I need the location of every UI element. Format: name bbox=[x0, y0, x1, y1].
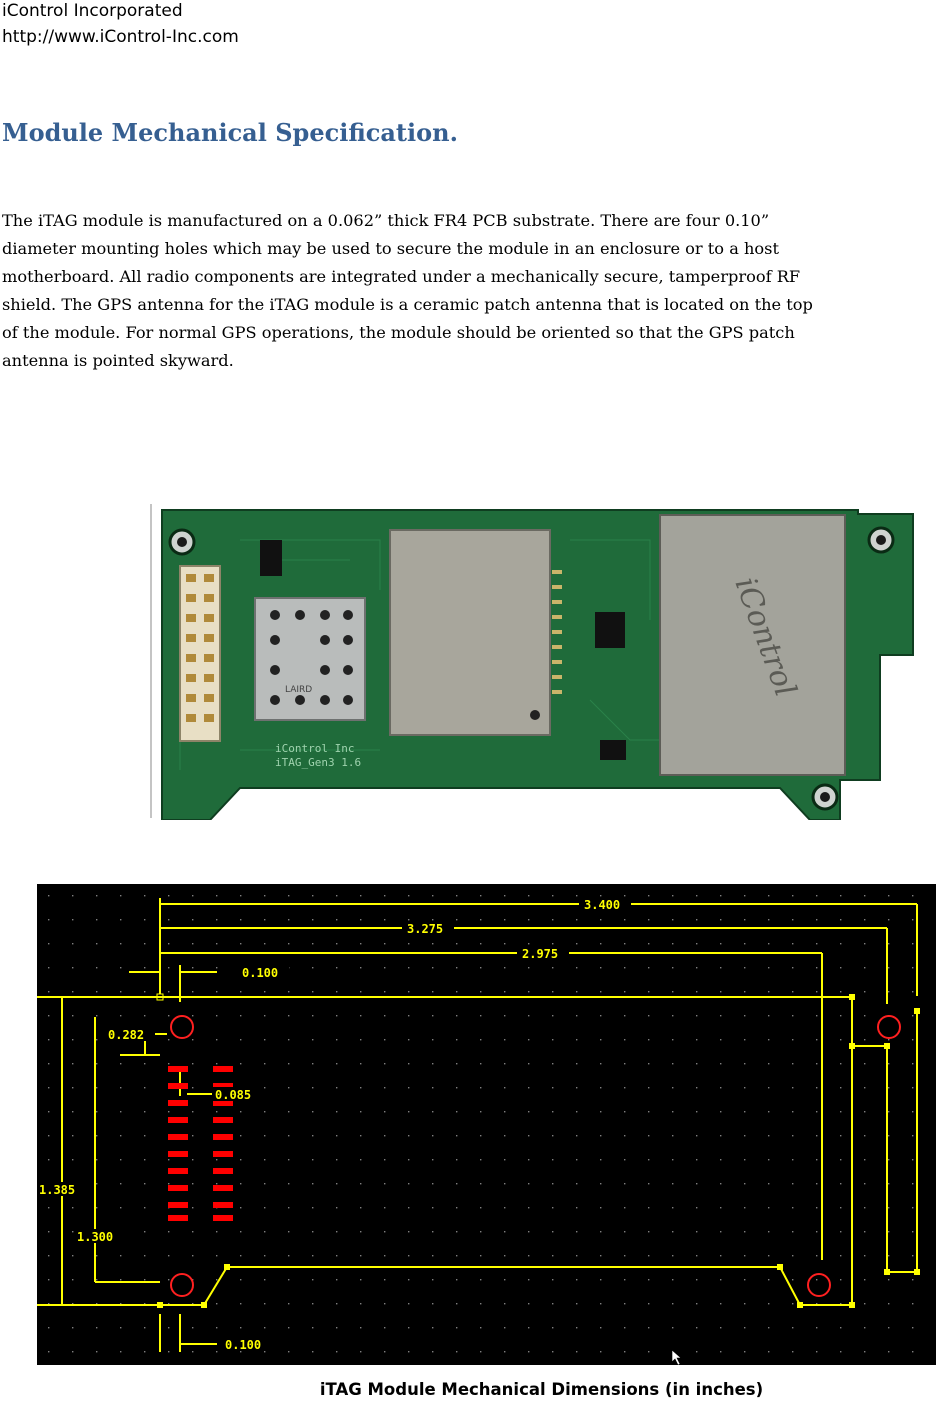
dim-hole-offset-top: 0.100 bbox=[242, 966, 279, 980]
silkscreen-line-1: iControl Inc bbox=[275, 742, 355, 755]
silkscreen-line-2: iTAG_Gen3 1.6 bbox=[275, 756, 362, 769]
dim-header-offset: 0.282 bbox=[108, 1028, 145, 1042]
dim-board-length: 2.975 bbox=[522, 947, 559, 961]
body-line: The iTAG module is manufactured on a 0.062” thick FR4 PCB substrate. There are four 0.10” bbox=[2, 211, 770, 230]
dim-hole-span-length: 3.275 bbox=[407, 922, 444, 936]
header-company: iControl Incorporated bbox=[2, 1, 183, 21]
body-line: of the module. For normal GPS operations, the module should be oriented so that the GPS patch bbox=[2, 323, 795, 342]
shield-label: LAIRD bbox=[285, 685, 313, 695]
figure-caption: iTAG Module Mechanical Dimensions (in inches) bbox=[319, 1380, 764, 1399]
header-url[interactable]: http://www.iControl-Inc.com bbox=[2, 27, 239, 47]
shield-logo: iControl bbox=[727, 572, 803, 702]
dim-pin-pitch: 0.085 bbox=[215, 1088, 252, 1102]
body-paragraph bbox=[2, 207, 951, 375]
body-line: diameter mounting holes which may be used to secure the module in an enclosure or to a host bbox=[2, 239, 779, 258]
dim-hole-offset-bottom: 0.100 bbox=[225, 1338, 262, 1352]
section-title: Module Mechanical Specification. bbox=[2, 118, 458, 147]
dim-board-height: 1.300 bbox=[77, 1230, 114, 1244]
body-line: antenna is pointed skyward. bbox=[2, 351, 234, 370]
dimension-drawing bbox=[37, 884, 936, 1365]
dim-overall-length: 3.400 bbox=[584, 898, 621, 912]
body-line: shield. The GPS antenna for the iTAG module is a ceramic patch antenna that is located on the top bbox=[2, 295, 813, 314]
dim-overall-height: 1.385 bbox=[39, 1183, 76, 1197]
module-photo bbox=[150, 500, 914, 820]
body-line: motherboard. All radio components are integrated under a mechanically secure, tamperproof RF bbox=[2, 267, 801, 286]
